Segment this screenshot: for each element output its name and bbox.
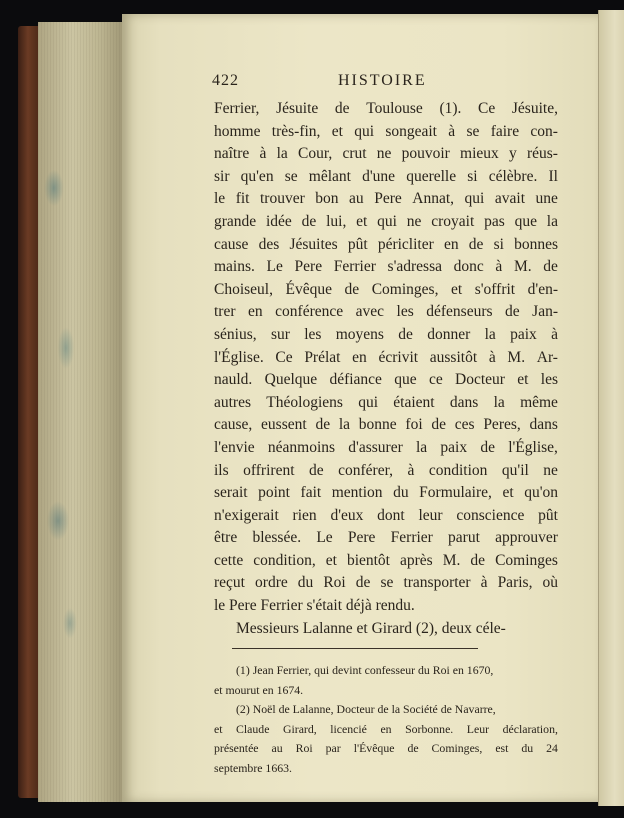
body-line: Ferrier, Jésuite de Toulouse (1). Ce Jésuite, bbox=[214, 100, 558, 117]
body-line: naître à la Cour, crut ne pouvoir mieux y réus- bbox=[214, 145, 558, 163]
body-line: grande idée de lui, et qui ne croyait pas que la bbox=[214, 212, 558, 230]
footnote-line: et mourut en 1674. bbox=[214, 682, 304, 697]
body-line: cette condition, et bientôt après M. de Cominges bbox=[214, 551, 558, 569]
body-line: nauld. Quelque défiance que ce Docteur et les bbox=[214, 371, 558, 389]
footnote-line: présentée au Roi par l'Évêque de Cominges, est du 24 bbox=[214, 741, 558, 756]
body-line: l'envie néanmoins d'assurer la paix de l'Église, bbox=[214, 438, 558, 456]
page-text bbox=[214, 72, 558, 778]
body-line: le Pere Ferrier s'était déjà rendu. bbox=[214, 597, 415, 615]
running-head: HISTOIRE bbox=[338, 72, 427, 89]
body-line: ils offrirent de conférer, à condition qu'il ne bbox=[214, 461, 558, 479]
book-cover-edge bbox=[18, 26, 40, 798]
body-line: reçut ordre du Roi de se transporter à Paris, où bbox=[214, 574, 558, 592]
footnotes bbox=[214, 661, 558, 778]
footnote-line: et Claude Girard, licencié en Sorbonne. Leur déclaration, bbox=[214, 721, 558, 736]
footnote-line: septembre 1663. bbox=[214, 760, 292, 775]
marbled-edge bbox=[42, 60, 82, 700]
running-header bbox=[214, 72, 558, 98]
body-line: homme très-fin, et qui songeait à se faire con- bbox=[214, 122, 558, 140]
body-line: trer en conférence avec les défenseurs de Jan- bbox=[214, 303, 558, 321]
footnote-line: (1) Jean Ferrier, qui devint confesseur du Roi en 1670, bbox=[236, 663, 494, 678]
footnote-rule bbox=[232, 648, 478, 649]
body-line: mains. Le Pere Ferrier s'adressa donc à M. de bbox=[214, 258, 558, 276]
body-text bbox=[214, 98, 558, 640]
body-line: n'exigerait rien d'eux dont leur conscience pût bbox=[214, 506, 558, 524]
body-line: cause, eussent de la bonne foi de ces Peres, dans bbox=[214, 416, 558, 434]
page-number: 422 bbox=[212, 72, 239, 89]
body-line: être blessée. Le Pere Ferrier parut approuver bbox=[214, 529, 558, 547]
body-line: sir qu'en se mêlant d'une querelle si célèbre. Il bbox=[214, 167, 558, 185]
body-line: autres Théologiens qui étaient dans la même bbox=[214, 393, 558, 411]
facing-page-edge bbox=[598, 10, 624, 806]
body-line: cause des Jésuites pût péricliter en de si bonnes bbox=[214, 235, 558, 253]
body-line: Choiseul, Évêque de Cominges, et s'offrit d'en- bbox=[214, 280, 558, 298]
body-line: l'Église. Ce Prélat en écrivit aussitôt à M. Ar- bbox=[214, 348, 558, 366]
body-line: le fit trouver bon au Pere Annat, qui avait une bbox=[214, 190, 558, 208]
footnote-line: (2) Noël de Lalanne, Docteur de la Société de Navarre, bbox=[236, 702, 496, 717]
body-line: serait point fait mention du Formulaire, et qu'on bbox=[214, 484, 558, 502]
body-line: Messieurs Lalanne et Girard (2), deux céle- bbox=[236, 619, 506, 637]
body-line: sénius, sur les moyens de donner la paix à bbox=[214, 325, 558, 343]
